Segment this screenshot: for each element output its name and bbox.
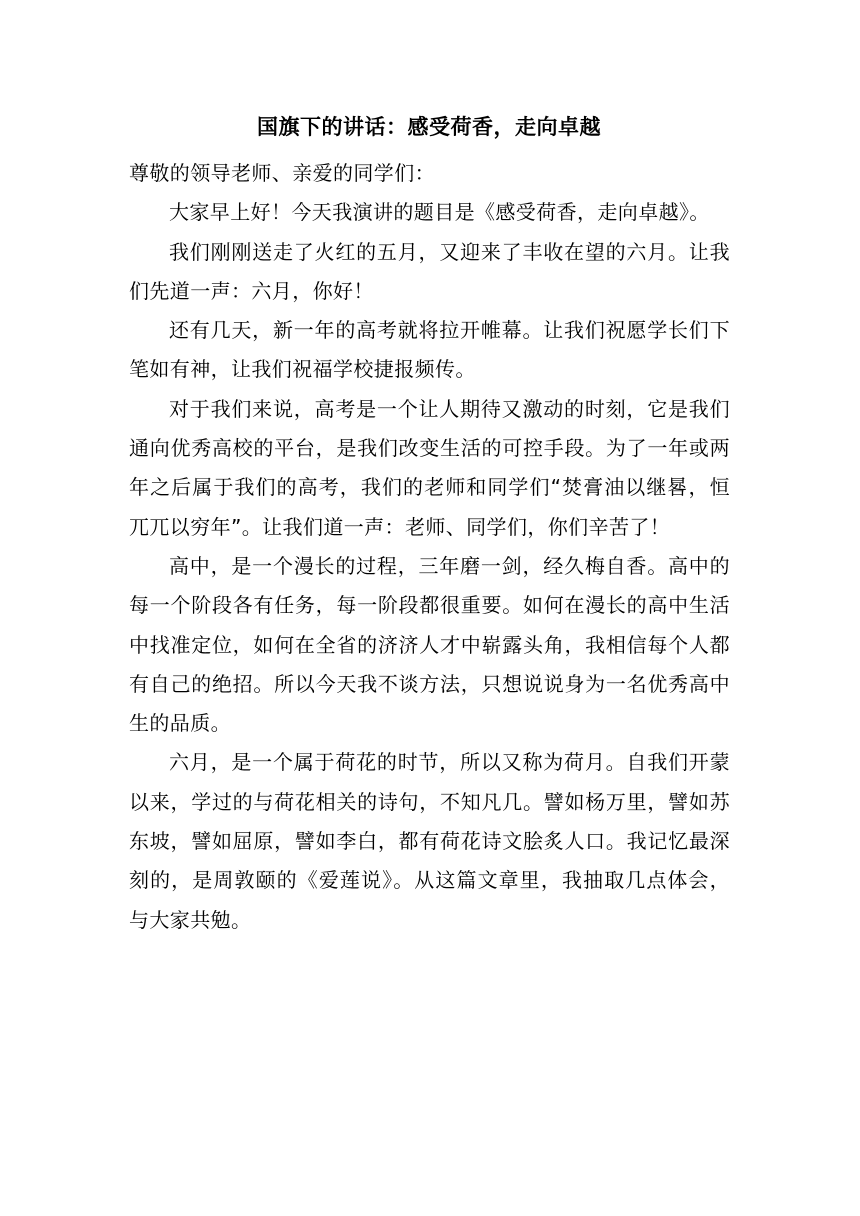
- document-body: [129, 154, 730, 940]
- paragraph-lotus: 六月，是一个属于荷花的时节，所以又称为荷月。自我们开蒙以来，学过的与荷花相关的诗句，不知凡几。譬如杨万里，譬如苏东坡，譬如屈原，譬如李白，都有荷花诗文脍炙人口。我记忆最深刻的，是周敦颐的《爱莲说》。从这篇文章里，我抽取几点体会，与大家共勉。: [129, 750, 730, 932]
- paragraph-gaokao-wishes: 还有几天，新一年的高考就将拉开帷幕。让我们祝愿学长们下笔如有神，让我们祝福学校捷报频传。: [129, 318, 730, 382]
- paragraph-greeting: 大家早上好！今天我演讲的题目是《感受荷香，走向卓越》。: [169, 200, 710, 225]
- paragraph-gaokao-meaning: 对于我们来说，高考是一个让人期待又激动的时刻，它是我们通向优秀高校的平台，是我们改变生活的可控手段。为了一年或两年之后属于我们的高考，我们的老师和同学们“焚膏油以继晷，恒兀兀以穷年”。让我们道一声：老师、同学们，你们辛苦了！: [129, 396, 730, 539]
- salutation: 尊敬的领导老师、亲爱的同学们：: [129, 161, 435, 185]
- paragraph-june: 我们刚刚送走了火红的五月，又迎来了丰收在望的六月。让我们先道一声：六月，你好！: [129, 239, 730, 303]
- paragraph-high-school: 高中，是一个漫长的过程，三年磨一剑，经久梅自香。高中的每一个阶段各有任务，每一阶段都很重要。如何在漫长的高中生活中找准定位，如何在全省的济济人才中崭露头角，我相信每个人都有自己的绝招。所以今天我不谈方法，只想说说身为一名优秀高中生的品质。: [129, 553, 730, 736]
- document-title: 国旗下的讲话：感受荷香，走向卓越: [257, 115, 601, 139]
